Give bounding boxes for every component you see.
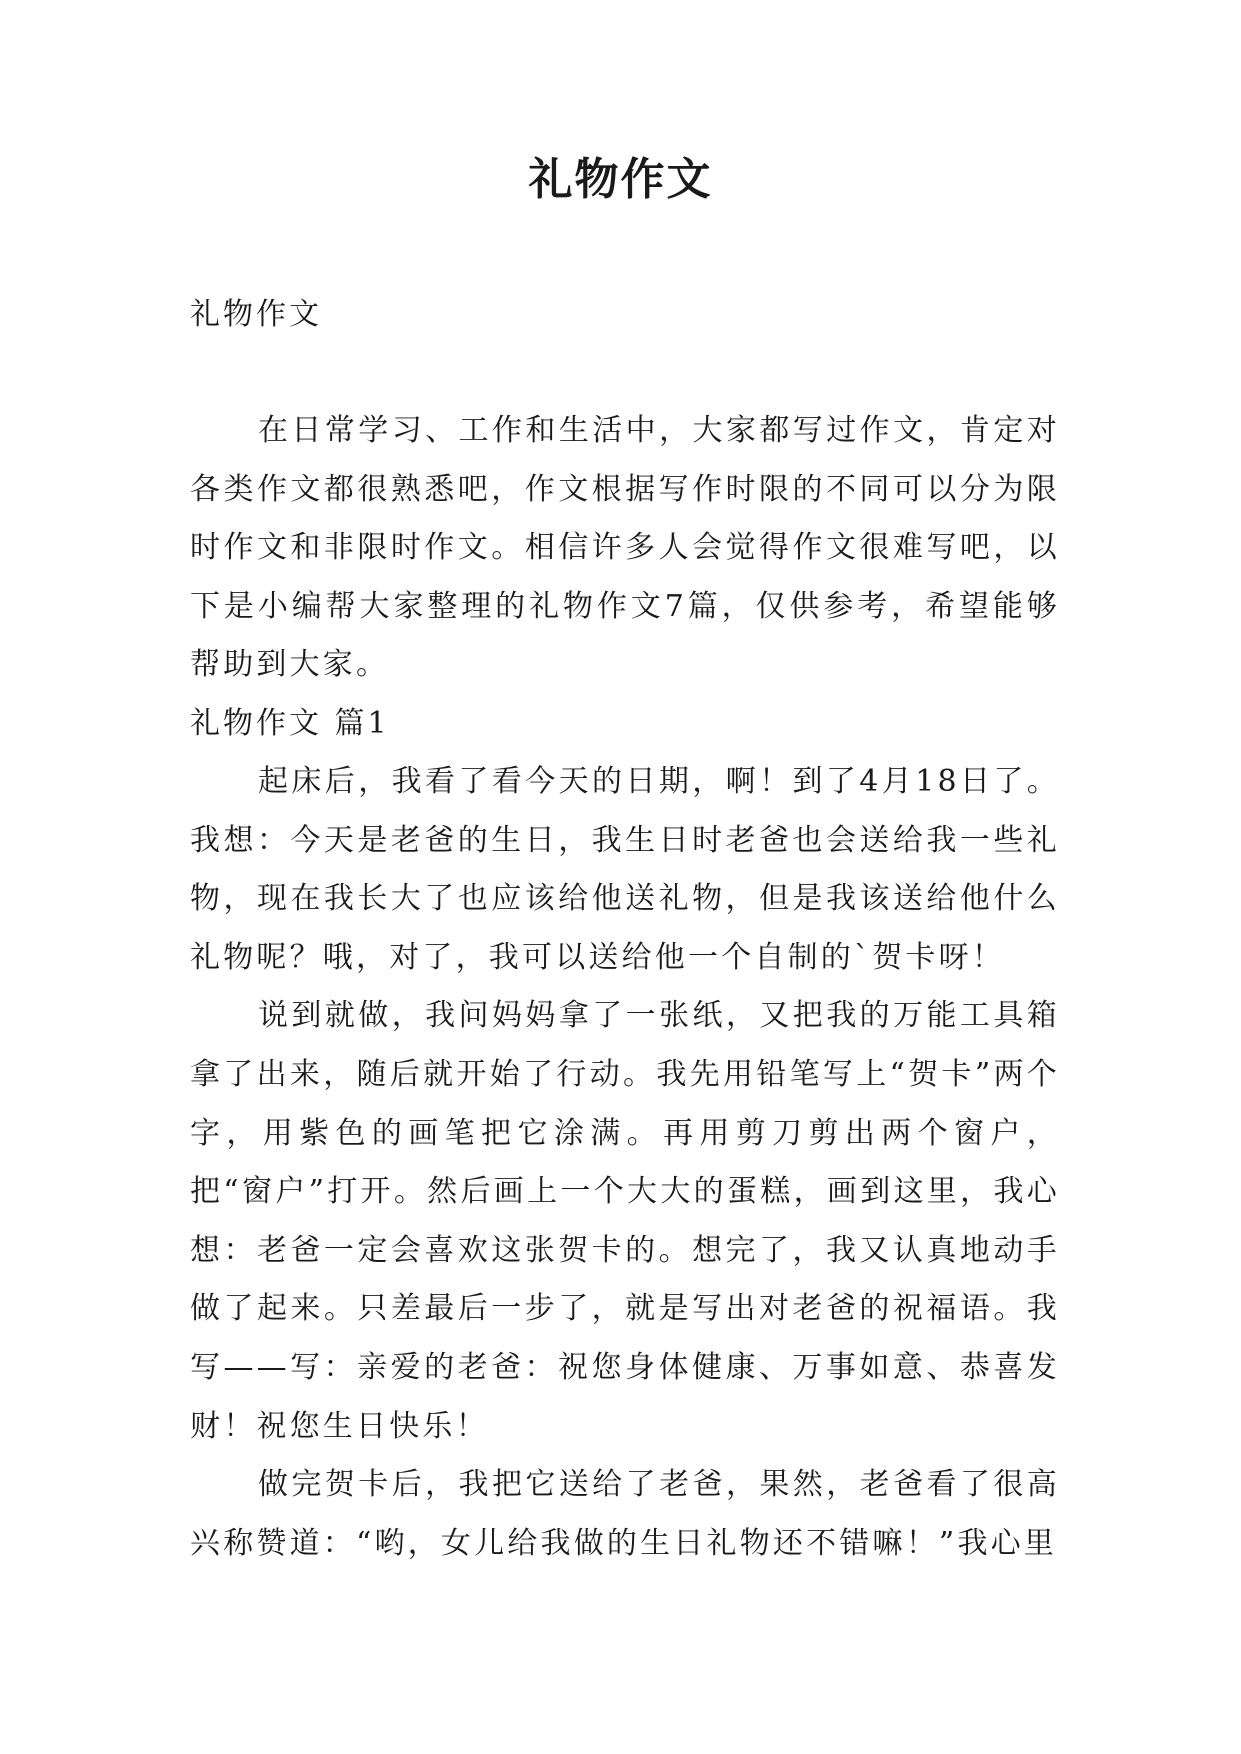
document-subtitle: 礼物作文 [190, 297, 322, 332]
section-heading: 礼物作文 篇1 [190, 705, 390, 741]
document-body [190, 286, 1060, 1573]
document-title: 礼物作文 [528, 154, 713, 205]
body-paragraph: 说到就做，我问妈妈拿了一张纸，又把我的万能工具箱拿了出来，随后就开始了行动。我先用铅笔写上“贺卡”两个字，用紫色的画笔把它涂满。再用剪刀剪出两个窗户，把“窗户”打开。然后画上一个大大的蛋糕，画到这里，我心想：老爸一定会喜欢这张贺卡的。想完了，我又认真地动手做了起来。只差最后一步了，就是写出对老爸的祝福语。我写——写：亲爱的老爸：祝您身体健康、万事如意、恭喜发财！祝您生日快乐！ [190, 998, 1060, 1444]
body-paragraph: 起床后，我看了看今天的日期，啊！到了4月18日了。我想：今天是老爸的生日，我生日时老爸也会送给我一些礼物，现在我长大了也应该给他送礼物，但是我该送给他什么礼物呢？哦，对了，我可以送给他一个自制的`贺卡呀！ [190, 763, 1060, 975]
body-paragraph: 做完贺卡后，我把它送给了老爸，果然，老爸看了很高兴称赞道：“哟，女儿给我做的生日礼物还不错嘛！”我心里 [190, 1467, 1060, 1561]
intro-paragraph: 在日常学习、工作和生活中，大家都写过作文，肯定对各类作文都很熟悉吧，作文根据写作时限的不同可以分为限时作文和非限时作文。相信许多人会觉得作文很难写吧，以下是小编帮大家整理的礼物作文7篇，仅供参考，希望能够帮助到大家。 [190, 413, 1060, 683]
